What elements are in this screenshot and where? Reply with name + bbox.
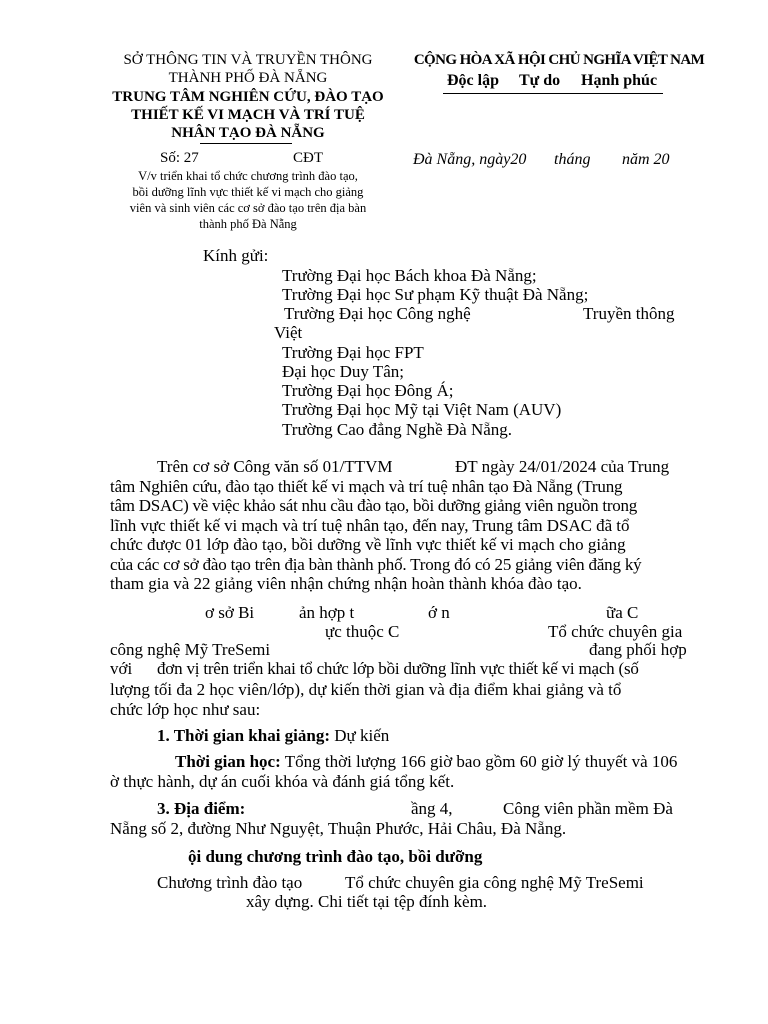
item-duration-label: Thời gian học: — [175, 752, 281, 771]
item-start-time — [157, 726, 389, 746]
issuer-name-line1: TRUNG TÂM NGHIÊN CỨU, ĐÀO TẠO — [112, 89, 384, 105]
item-duration-cont: ờ thực hành, dự án cuối khóa và đánh giá tổng kết. — [110, 772, 455, 791]
item-duration-value: Tổng thời lượng 166 giờ bao gồm 60 giờ lý thuyết và 106 — [280, 752, 678, 771]
para1-line: lĩnh vực thiết kế vi mạch và trí tuệ nhân tạo, đến nay, Trung tâm DSAC đã tổ — [110, 516, 630, 535]
para1-line: chức được 01 lớp đào tạo, bồi dưỡng về lĩnh vực thiết kế vi mạch cho giảng — [110, 535, 626, 554]
subject-line2: bồi dưỡng lĩnh vực thiết kế vi mạch cho giảng — [132, 185, 364, 199]
subject-line3: viên và sinh viên các cơ sở đào tạo trên địa bàn — [129, 201, 367, 215]
issuer-name-line3: NHÂN TẠO ĐÀ NẴNG — [171, 125, 325, 141]
para2-fragment: ơ sở Bi — [205, 603, 255, 622]
item-location-cont: Nẵng số 2, đường Như Nguyệt, Thuận Phước, Hải Châu, Đà Nẵng. — [110, 819, 567, 838]
motto-happiness: Hạnh phúc — [581, 72, 658, 89]
item-content-fragment: Tổ chức chuyên gia công nghệ Mỹ TreSemi — [345, 873, 644, 892]
issuer-city: THÀNH PHỐ ĐÀ NẴNG — [168, 70, 328, 86]
date-month: tháng — [554, 151, 591, 168]
para2-fragment: với — [110, 659, 133, 678]
recipient-item: Đại học Duy Tân; — [282, 362, 404, 381]
document-number: Số: 27 — [160, 150, 199, 166]
para1-line: ĐT ngày 24/01/2024 của Trung — [455, 457, 670, 476]
para2-fragment: Tổ chức chuyên gia — [548, 622, 683, 641]
para2-fragment: ực thuộc C — [325, 622, 400, 641]
subject-line1: V/v triển khai tổ chức chương trình đào tạo, — [138, 169, 358, 183]
item-content-heading: ội dung chương trình đào tạo, bồi dưỡng — [188, 847, 483, 866]
recipients-label: Kính gửi: — [203, 246, 269, 265]
motto-underline — [443, 93, 663, 94]
item-location-label: 3. Địa điểm: — [157, 799, 246, 818]
item-duration — [175, 752, 677, 772]
recipient-item: Trường Đại học Bách khoa Đà Nẵng; — [282, 266, 537, 285]
para2-fragment: đang phối hợp — [589, 640, 687, 659]
issuer-name-line2: THIẾT KẾ VI MẠCH VÀ TRÍ TUỆ — [131, 107, 365, 123]
para2-fragment: công nghệ Mỹ TreSemi — [110, 640, 271, 659]
para2-fragment: ản hợp t — [299, 603, 355, 622]
date-year: năm 20 — [622, 151, 670, 168]
issuer-underline — [200, 143, 292, 144]
para1-line: tham gia và 22 giảng viên nhận chứng nhận hoàn thành khóa đào tạo. — [110, 574, 582, 593]
subject-line4: thành phố Đà Nẵng — [199, 217, 297, 231]
para2-line: chức lớp học như sau: — [110, 700, 261, 719]
recipient-item: Trường Đại học Mỹ tại Việt Nam (AUV) — [282, 400, 562, 419]
para2-line: đơn vị trên triển khai tổ chức lớp bồi dưỡng lĩnh vực thiết kế vi mạch (số — [157, 659, 639, 678]
para2-fragment: ữa C — [606, 603, 639, 622]
recipient-item: Trường Đại học Công nghệ — [284, 304, 471, 323]
para1-line: của các cơ sở đào tạo trên địa bàn thành phố. Trong đó có 25 giảng viên đăng ký — [110, 555, 642, 574]
item-location-fragment: Công viên phần mềm Đà — [503, 799, 673, 818]
recipient-item: Trường Đại học Đông Á; — [282, 381, 454, 400]
recipient-item: Trường Đại học FPT — [282, 343, 424, 362]
item-content-cont: xây dựng. Chi tiết tại tệp đính kèm. — [246, 892, 488, 911]
item-content-fragment: Chương trình đào tạo — [157, 873, 303, 892]
recipient-item-cont: Truyền thông — [583, 304, 675, 323]
para1-line: tâm DSAC) về việc khảo sát nhu cầu đào tạo, bồi dưỡng giảng viên nguồn trong — [110, 496, 638, 515]
para2-fragment: ớ n — [428, 603, 450, 622]
para1-line: tâm Nghiên cứu, đào tạo thiết kế vi mạch và trí tuệ nhân tạo Đà Nẵng (Trung — [110, 477, 623, 496]
date-place-day: Đà Nẵng, ngày20 — [413, 151, 527, 168]
nation-title: CỘNG HÒA XÃ HỘI CHỦ NGHĨA VIỆT NAM — [413, 52, 705, 68]
recipient-item: Trường Đại học Sư phạm Kỹ thuật Đà Nẵng; — [282, 285, 589, 304]
item-start-time-label: 1. Thời gian khai giảng: — [157, 726, 331, 745]
issuer-parent-org: SỞ THÔNG TIN VÀ TRUYỀN THÔNG — [123, 52, 373, 68]
recipient-item-cont: Việt — [274, 323, 303, 342]
document-code: CĐT — [293, 150, 323, 166]
item-start-time-value: Dự kiến — [330, 726, 390, 745]
motto-freedom: Tự do — [519, 72, 561, 89]
para1-line: Trên cơ sở Công văn số 01/TTVM — [157, 457, 393, 476]
recipient-item: Trường Cao đẳng Nghề Đà Nẵng. — [282, 420, 513, 439]
para2-line: lượng tối đa 2 học viên/lớp), dự kiến thời gian và địa điểm khai giảng và tổ — [110, 680, 622, 699]
item-location-fragment: ầng 4, — [411, 799, 453, 818]
motto-independence: Độc lập — [447, 72, 499, 89]
